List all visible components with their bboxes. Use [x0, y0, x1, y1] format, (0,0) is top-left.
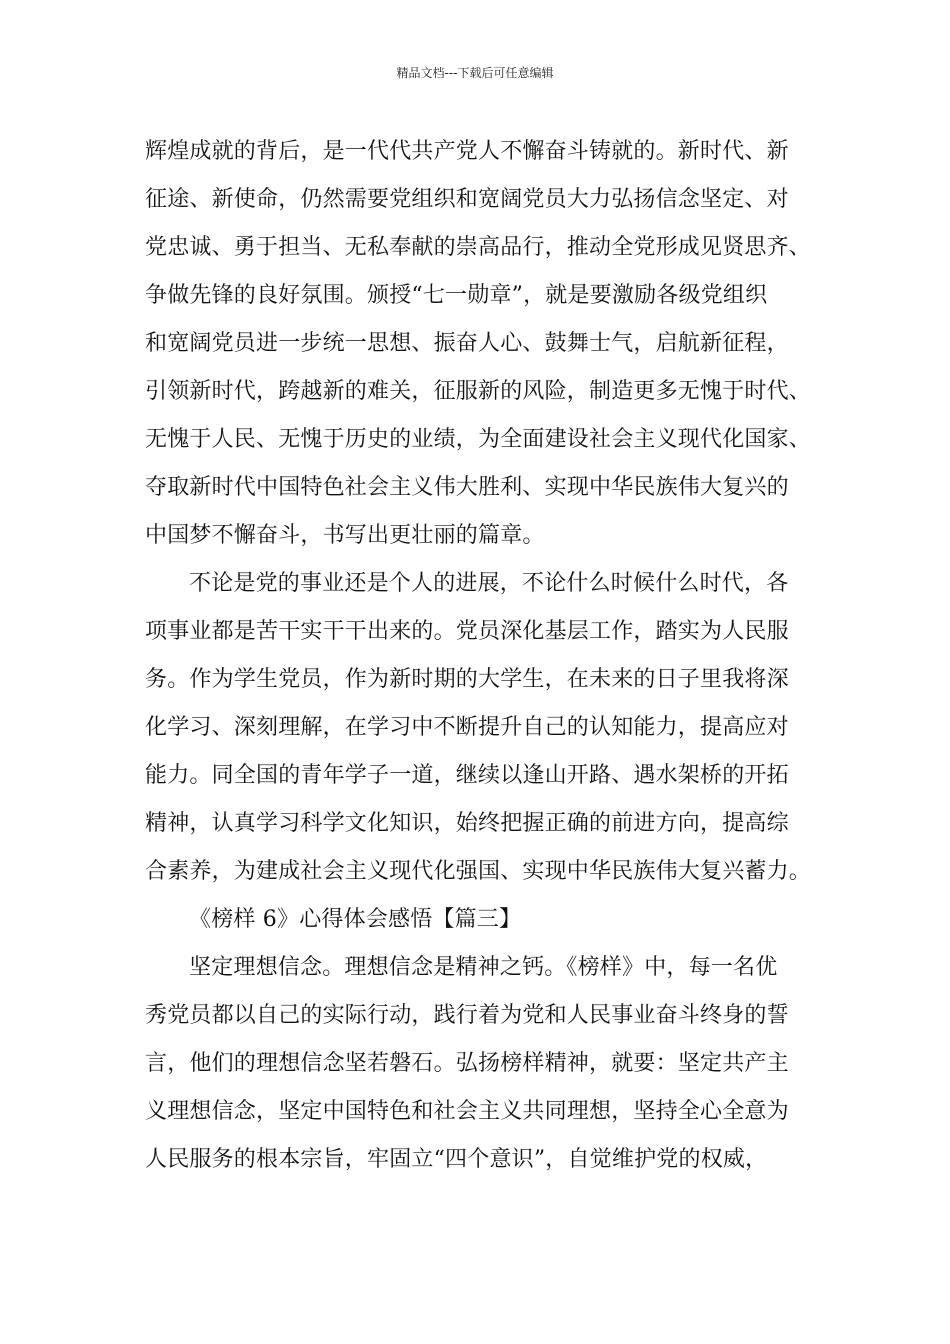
text-line: 言，他们的理想信念坚若磐石。弘扬榜样精神，就要：坚定共产主 — [145, 1051, 789, 1076]
text-line: 征途、新使命，仍然需要党组织和宽阔党员大力弘扬信念坚定、对 — [145, 187, 789, 212]
paragraph-start-line: 不论是党的事业还是个人的进展，不论什么时候什么时代，各 — [189, 571, 789, 596]
page-header: 精品文档---下载后可任意编辑 — [396, 66, 554, 80]
text-line: 和宽阔党员进一步统一思想、振奋人心、鼓舞士气，启航新征程， — [145, 331, 789, 356]
text-line: 辉煌成就的背后，是一代代共产党人不懈奋斗铸就的。新时代、新 — [145, 139, 789, 164]
text-line: 引领新时代，跨越新的难关，征服新的风险，制造更多无愧于时代、 — [145, 379, 812, 404]
text-line: 秀党员都以自己的实际行动，践行着为党和人民事业奋斗终身的誓 — [145, 1003, 789, 1028]
section-heading: 《榜样 6》心得体会感悟【篇三】 — [189, 907, 522, 932]
text-line: 中国梦不懈奋斗，书写出更壮丽的篇章。 — [145, 523, 545, 548]
text-line: 争做先锋的良好氛围。颁授“七一勋章”，就是要激励各级党组织 — [145, 283, 768, 308]
text-line: 义理想信念，坚定中国特色和社会主义共同理想，坚持全心全意为 — [145, 1099, 789, 1124]
paragraph-start-line: 坚定理想信念。理想信念是精神之钙。《榜样》中，每一名优 — [189, 955, 778, 980]
text-line: 无愧于人民、无愧于历史的业绩，为全面建设社会主义现代化国家、 — [145, 427, 812, 452]
text-line: 合素养，为建成社会主义现代化强国、实现中华民族伟大复兴蓄力。 — [145, 859, 812, 884]
text-line: 务。作为学生党员，作为新时期的大学生，在未来的日子里我将深 — [145, 667, 789, 692]
text-line: 精神，认真学习科学文化知识，始终把握正确的前进方向，提高综 — [145, 811, 789, 836]
text-line: 党忠诚、勇于担当、无私奉献的崇高品行，推动全党形成见贤思齐、 — [145, 235, 812, 260]
text-line: 人民服务的根本宗旨，牢固立“四个意识”，自觉维护党的权威， — [145, 1147, 768, 1172]
text-line: 化学习、深刻理解，在学习中不断提升自己的认知能力，提高应对 — [145, 715, 789, 740]
document-body — [145, 128, 835, 1184]
text-line: 能力。同全国的青年学子一道，继续以逢山开路、遇水架桥的开拓 — [145, 763, 789, 788]
text-line: 项事业都是苦干实干干出来的。党员深化基层工作，踏实为人民服 — [145, 619, 789, 644]
text-line: 夺取新时代中国特色社会主义伟大胜利、实现中华民族伟大复兴的 — [145, 475, 789, 500]
